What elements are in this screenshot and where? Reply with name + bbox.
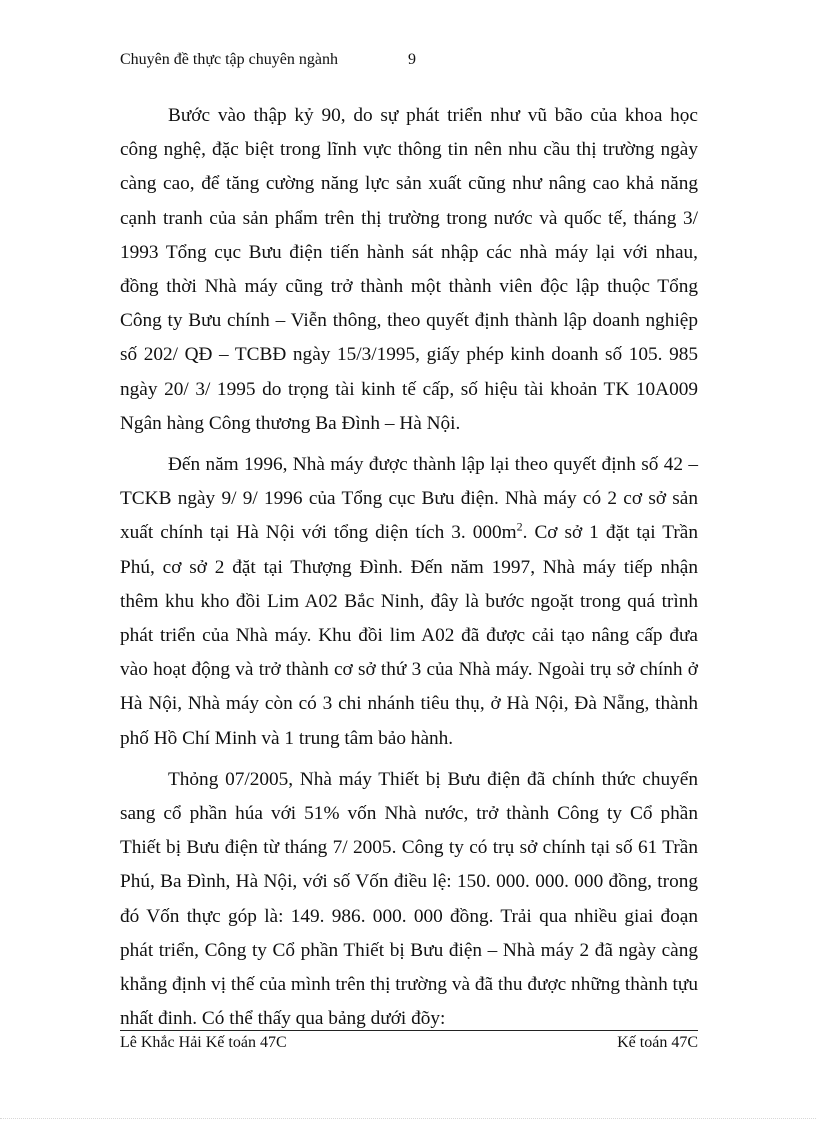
page-bottom-dotted-line (0, 1118, 816, 1119)
footer-divider (120, 1030, 698, 1031)
paragraph-1-text: Bước vào thập kỷ 90, do sự phát triển như vũ bão của khoa học công nghệ, đặc biệt trong lĩnh vực thông tin nên nhu cầu thị trường ngày càng cao, để tăng cường năng lực sản xuất cũng như nâng cao khả năng cạnh tranh của sản phẩm trên thị trường trong nước và quốc tế, tháng 3/ 1993 Tổng cục Bưu điện tiến hành sát nhập các nhà máy lại với nhau, đồng thời Nhà máy cũng trở thành một thành viên độc lập thuộc Tổng Công ty Bưu chính – Viễn thông, theo quyết định thành lập doanh nghiệp số 202/ QĐ – TCBĐ ngày 15/3/1995, giấy phép kinh doanh số 105. 985 ngày 20/ 3/ 1995 do trọng tài kinh tế cấp, số hiệu tài khoản TK 10A009 Ngân hàng Công thương Ba Đình – Hà Nội. (120, 105, 698, 434)
area-unit-superscript: 2 (516, 520, 523, 535)
footer-class: Kế toán 47C (617, 1034, 698, 1051)
footer-author: Lê Khắc Hải Kế toán 47C (120, 1034, 287, 1051)
page-header (120, 51, 416, 69)
header-title: Chuyên đề thực tập chuyên ngành (120, 51, 338, 68)
paragraph-2-text-before: Đến năm 1996, Nhà máy được thành lập lại theo quyết định số 42 – TCKB ngày 9/ 9/ 1996 của Tổng cục Bưu điện. Nhà máy có 2 cơ sở sản xuất chính tại Hà Nội với tổng diện tích 3. 000m (120, 454, 698, 544)
body-text (120, 99, 698, 1043)
paragraph-2 (120, 448, 698, 756)
paragraph-2-text-after: . Cơ sở 1 đặt tại Trần Phú, cơ sở 2 đặt tại Thượng Đình. Đến năm 1997, Nhà máy tiếp nhận thêm khu kho đồi Lim A02 Bắc Ninh, đây là bước ngoặt trong quá trình phát triển của Nhà máy. Khu đồi lim A02 đã được cải tạo nâng cấp đưa vào hoạt động và trở thành cơ sở thứ 3 của Nhà máy. Ngoài trụ sở chính ở Hà Nội, Nhà máy còn có 3 chi nhánh tiêu thụ, ở Hà Nội, Đà Nẵng, thành phố Hồ Chí Minh và 1 trung tâm bảo hành. (120, 522, 699, 749)
paragraph-3-text: Thỏng 07/2005, Nhà máy Thiết bị Bưu điện đã chính thức chuyển sang cổ phần húa với 51% vốn Nhà nước, trở thành Công ty Cổ phần Thiết bị Bưu điện từ tháng 7/ 2005. Công ty có trụ sở chính tại số 61 Trần Phú, Ba Đình, Hà Nội, với số Vốn điều lệ: 150. 000. 000. 000 đồng, trong đó Vốn thực góp là: 149. 986. 000. 000 đồng. Trải qua nhiều giai đoạn phát triển, Công ty Cổ phần Thiết bị Bưu điện – Nhà máy 2 đã ngày càng khẳng định vị thế của mình trên thị trường và đã thu được những thành tựu nhất đinh. Có thể thấy qua bảng dưới đõy: (120, 768, 698, 1030)
page-number: 9 (408, 51, 416, 68)
paragraph-1 (120, 99, 698, 441)
paragraph-3 (120, 763, 698, 1037)
